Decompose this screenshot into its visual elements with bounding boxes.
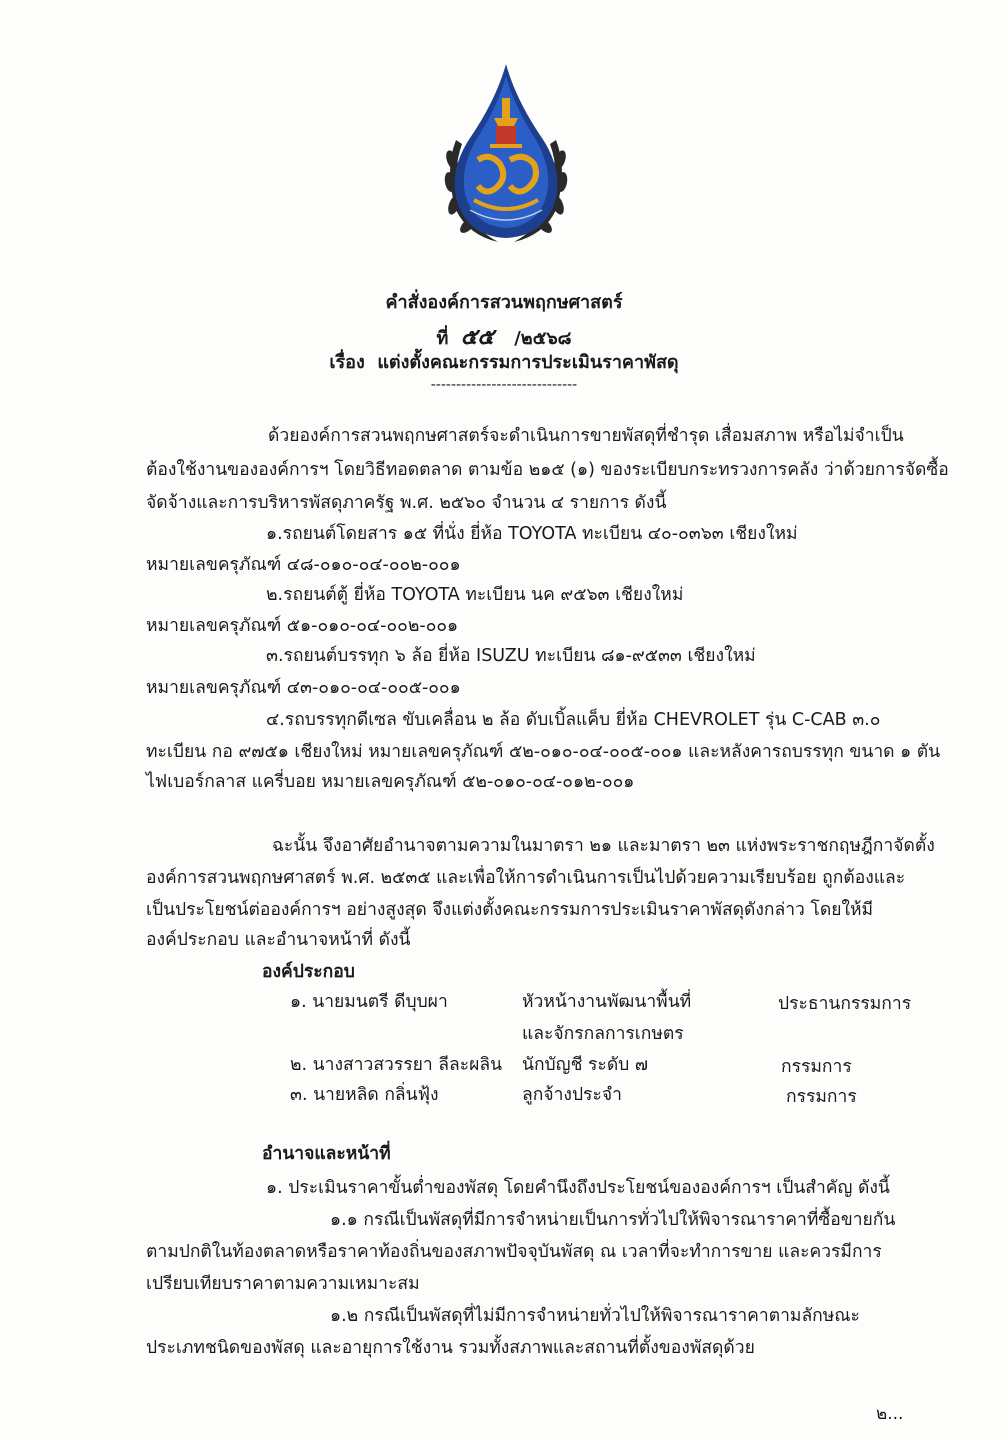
item-1-line-2: หมายเลขครุภัณฑ์ ๔๘-๐๑๐-๐๔-๐๐๒-๐๐๑ (146, 555, 461, 575)
member-position: หัวหน้างานพัฒนาพื้นที่ (522, 992, 692, 1012)
authority-line-1: ฉะนั้น จึงอาศัยอำนาจตามความในมาตรา ๒๑ และมาตรา ๒๓ แห่งพระราชกฤษฎีกาจัดตั้ง (272, 836, 935, 856)
item-4-line-3: ไฟเบอร์กลาส แครี่บอย หมายเลขครุภัณฑ์ ๕๒-๐๑๐-๐๔-๐๑๒-๐๐๑ (146, 772, 635, 792)
duty-1-2-line-2: ประเภทชนิดของพัสดุ และอายุการใช้งาน รวมทั้งสภาพและสถานที่ตั้งของพัสดุด้วย (146, 1338, 755, 1358)
order-title: คำสั่งองค์การสวนพฤกษศาสตร์ (385, 292, 623, 313)
intro-line-1: ด้วยองค์การสวนพฤกษศาสตร์จะดำเนินการขายพัสดุที่ชำรุด เสื่อมสภาพ หรือไม่จำเป็น (268, 426, 904, 446)
duty-1-1-line-2: ตามปกติในท้องตลาดหรือราคาท้องถิ่นของสภาพปัจจุบันพัสดุ ณ เวลาที่จะทำการขาย และควรมีการ (146, 1242, 882, 1262)
member-role: กรรมการ (781, 1057, 852, 1077)
subject-label: เรื่อง (329, 352, 365, 373)
duty-1: ๑. ประเมินราคาขั้นต่ำของพัสดุ โดยคำนึงถึงประโยชน์ขององค์การฯ เป็นสำคัญ ดังนี้ (266, 1178, 890, 1198)
subject-text: แต่งตั้งคณะกรรมการประเมินราคาพัสดุ (377, 352, 679, 373)
order-number-prefix: ที่ (436, 328, 449, 349)
member-position-line-2: และจักรกลการเกษตร (522, 1024, 684, 1044)
authority-line-4: องค์ประกอบ และอำนาจหน้าที่ ดังนี้ (146, 930, 411, 950)
organization-logo (438, 60, 574, 250)
duty-1-1-line-1: ๑.๑ กรณีเป็นพัสดุที่มีการจำหน่ายเป็นการทั่วไปให้พิจารณาราคาที่ซื้อขายกัน (330, 1210, 896, 1230)
header-separator: ----------------------------- (430, 377, 578, 393)
member-name: ๒. นางสาวสวรรยา ลีละผลิน (290, 1055, 503, 1075)
intro-line-2: ต้องใช้งานขององค์การฯ โดยวิธีทอดตลาด ตามข้อ ๒๑๕ (๑) ของระเบียบกระทรวงการคลัง ว่าด้วยการจัดซื้อ (146, 460, 949, 480)
intro-line-3: จัดจ้างและการบริหารพัสดุภาครัฐ พ.ศ. ๒๕๖๐ จำนวน ๔ รายการ ดังนี้ (146, 493, 667, 513)
duty-1-2-line-1: ๑.๒ กรณีเป็นพัสดุที่ไม่มีการจำหน่ายทั่วไปให้พิจารณาราคาตามลักษณะ (330, 1306, 860, 1326)
order-number-year: /๒๕๖๘ (514, 328, 572, 349)
composition-heading: องค์ประกอบ (262, 962, 355, 982)
authority-line-3: เป็นประโยชน์ต่อองค์การฯ อย่างสูงสุด จึงแต่งตั้งคณะกรรมการประเมินราคาพัสดุดังกล่าว โดยให้มี (146, 900, 874, 920)
item-4-line-1: ๔.รถบรรทุกดีเซล ขับเคลื่อน ๒ ล้อ ดับเบิ้ลแค็บ ยี่ห้อ CHEVROLET รุ่น C-CAB ๓.๐ (266, 710, 881, 730)
order-subject (0, 347, 1008, 376)
duties-heading: อำนาจและหน้าที่ (262, 1144, 391, 1164)
duty-1-1-line-3: เปรียบเทียบราคาตามความเหมาะสม (146, 1274, 420, 1294)
item-4-line-2: ทะเบียน กอ ๙๗๕๑ เชียงใหม่ หมายเลขครุภัณฑ์ ๕๒-๐๑๐-๐๔-๐๐๕-๐๐๑ และหลังคารถบรรทุก ขนาด ๑ ตัน (146, 742, 941, 762)
item-2-line-2: หมายเลขครุภัณฑ์ ๕๑-๐๑๐-๐๔-๐๐๒-๐๐๑ (146, 616, 459, 636)
next-page-marker: ๒... (876, 1404, 904, 1424)
member-name: ๓. นายหลิด กลิ่นฟุ้ง (290, 1085, 439, 1105)
item-2-line-1: ๒.รถยนต์ตู้ ยี่ห้อ TOYOTA ทะเบียน นค ๙๕๖๓ เชียงใหม่ (266, 585, 684, 605)
authority-line-2: องค์การสวนพฤกษศาสตร์ พ.ศ. ๒๕๓๕ และเพื่อให้การดำเนินการเป็นไปด้วยความเรียบร้อย ถูกต้องและ (146, 868, 906, 888)
item-3-line-1: ๓.รถยนต์บรรทุก ๖ ล้อ ยี่ห้อ ISUZU ทะเบียน ๘๑-๙๕๓๓ เชียงใหม่ (266, 646, 756, 666)
item-1-line-1: ๑.รถยนต์โดยสาร ๑๕ ที่นั่ง ยี่ห้อ TOYOTA ทะเบียน ๔๐-๐๓๖๓ เชียงใหม่ (266, 524, 798, 544)
order-number-handwritten: ๕๕ (460, 324, 494, 350)
member-role: กรรมการ (786, 1087, 857, 1107)
member-position: ลูกจ้างประจำ (522, 1085, 622, 1105)
member-role: ประธานกรรมการ (778, 994, 912, 1014)
item-3-line-2: หมายเลขครุภัณฑ์ ๔๓-๐๑๐-๐๔-๐๐๕-๐๐๑ (146, 678, 461, 698)
member-name: ๑. นายมนตรี ดีบุบผา (290, 992, 448, 1012)
member-position: นักบัญชี ระดับ ๗ (522, 1055, 649, 1075)
